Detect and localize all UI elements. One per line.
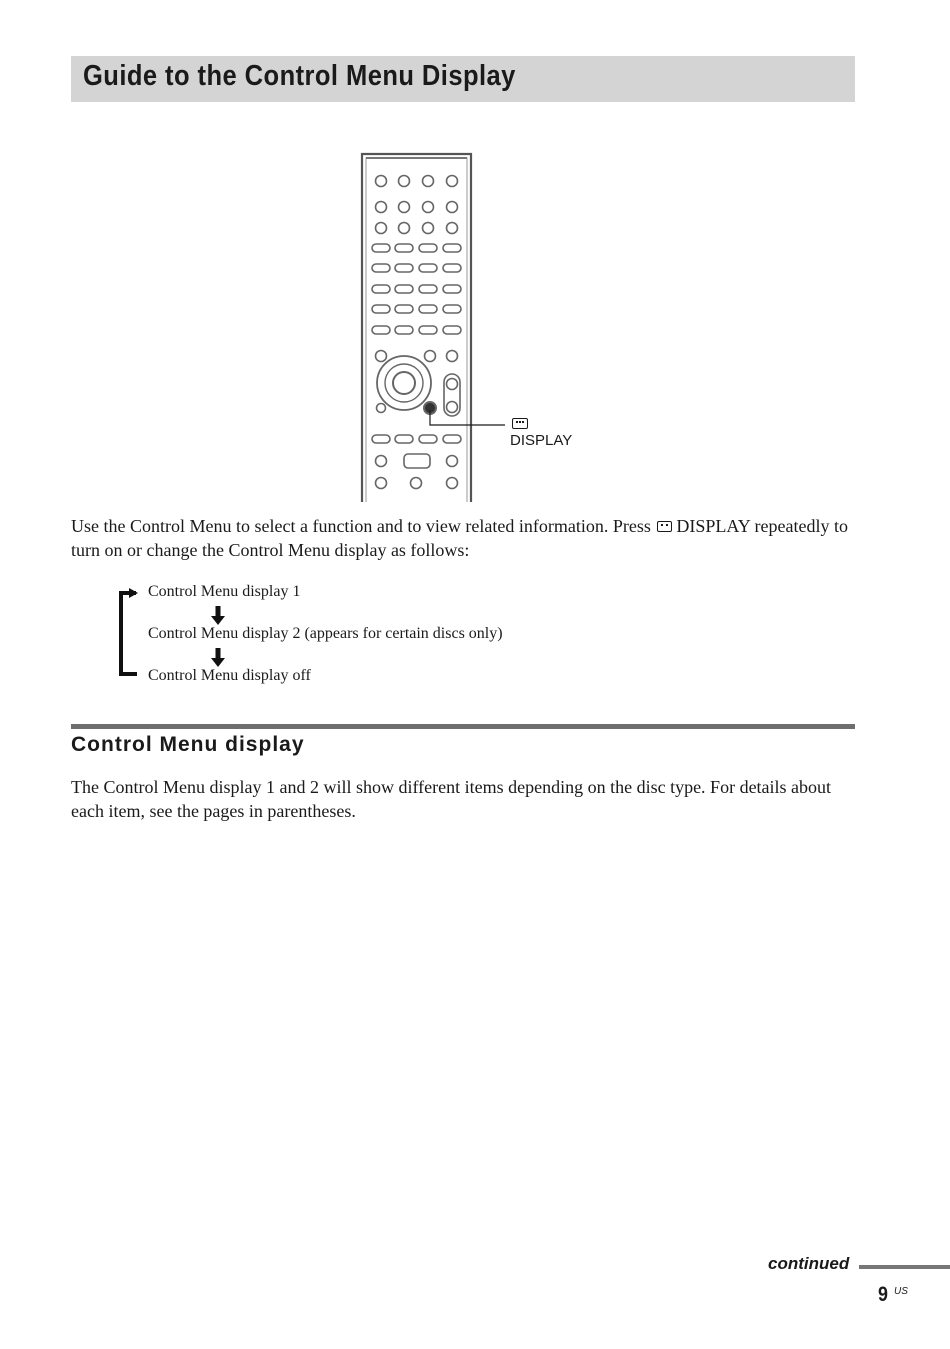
section-heading: Control Menu display [71, 733, 305, 756]
remote-button [419, 305, 437, 313]
remote-button [372, 264, 390, 272]
intro-paragraph [71, 514, 861, 562]
page-title: Guide to the Control Menu Display [83, 60, 516, 92]
display-inline-icon [657, 521, 672, 532]
remote-button [372, 244, 390, 252]
remote-button [395, 326, 413, 334]
remote-button [419, 435, 437, 443]
remote-button [447, 351, 458, 362]
remote-button [447, 202, 458, 213]
remote-button [447, 456, 458, 467]
flow-item-3: Control Menu display off [148, 667, 311, 684]
remote-button [376, 456, 387, 467]
remote-button [447, 176, 458, 187]
remote-button [377, 404, 386, 413]
page-title-bar [71, 56, 855, 102]
remote-button [443, 326, 461, 334]
remote-button [447, 402, 458, 413]
remote-button [447, 223, 458, 234]
flow-item-1: Control Menu display 1 [148, 583, 301, 600]
remote-button [423, 223, 434, 234]
remote-button [447, 379, 458, 390]
remote-button [423, 202, 434, 213]
remote-button [395, 305, 413, 313]
intro-text-after: DISPLAY repeatedly to turn on or change the Control Menu display as follows: [71, 516, 849, 560]
remote-button [376, 351, 387, 362]
remote-button [419, 264, 437, 272]
remote-button [419, 326, 437, 334]
section-divider [71, 724, 855, 729]
page-number-suffix: US [894, 1286, 908, 1297]
remote-button [376, 478, 387, 489]
remote-button [425, 351, 436, 362]
remote-button [447, 478, 458, 489]
play-button [404, 454, 430, 468]
display-button-label: DISPLAY [510, 432, 573, 449]
remote-button [372, 305, 390, 313]
section-body: The Control Menu display 1 and 2 will show different items depending on the disc type. For details about each item, see the pages in parentheses. [71, 777, 832, 821]
remote-button [443, 264, 461, 272]
remote-button [419, 285, 437, 293]
remote-control-drawing [355, 150, 595, 502]
continued-rule [859, 1265, 950, 1269]
remote-button [395, 244, 413, 252]
remote-button [376, 202, 387, 213]
continued-label: continued [768, 1254, 850, 1273]
remote-button [399, 176, 410, 187]
down-arrow-icon [210, 606, 226, 626]
remote-button [423, 176, 434, 187]
remote-control-illustration [355, 150, 595, 502]
remote-button [395, 285, 413, 293]
remote-button [395, 264, 413, 272]
remote-button [395, 435, 413, 443]
remote-button [443, 305, 461, 313]
down-arrow-icon [210, 648, 226, 668]
remote-button [443, 435, 461, 443]
remote-button [393, 372, 415, 394]
remote-button [399, 202, 410, 213]
remote-button [443, 285, 461, 293]
remote-button [411, 478, 422, 489]
remote-button [399, 223, 410, 234]
remote-button [443, 244, 461, 252]
remote-button [376, 223, 387, 234]
remote-button [372, 435, 390, 443]
display-icon [512, 418, 528, 429]
intro-text-before: Use the Control Menu to select a function and to view related information. Press [71, 516, 651, 536]
remote-buttons [372, 176, 461, 489]
remote-button [419, 244, 437, 252]
remote-button [376, 176, 387, 187]
remote-button [372, 285, 390, 293]
page-number: 9 [878, 1283, 888, 1306]
flow-item-2: Control Menu display 2 (appears for certain discs only) [148, 625, 503, 642]
remote-button [372, 326, 390, 334]
